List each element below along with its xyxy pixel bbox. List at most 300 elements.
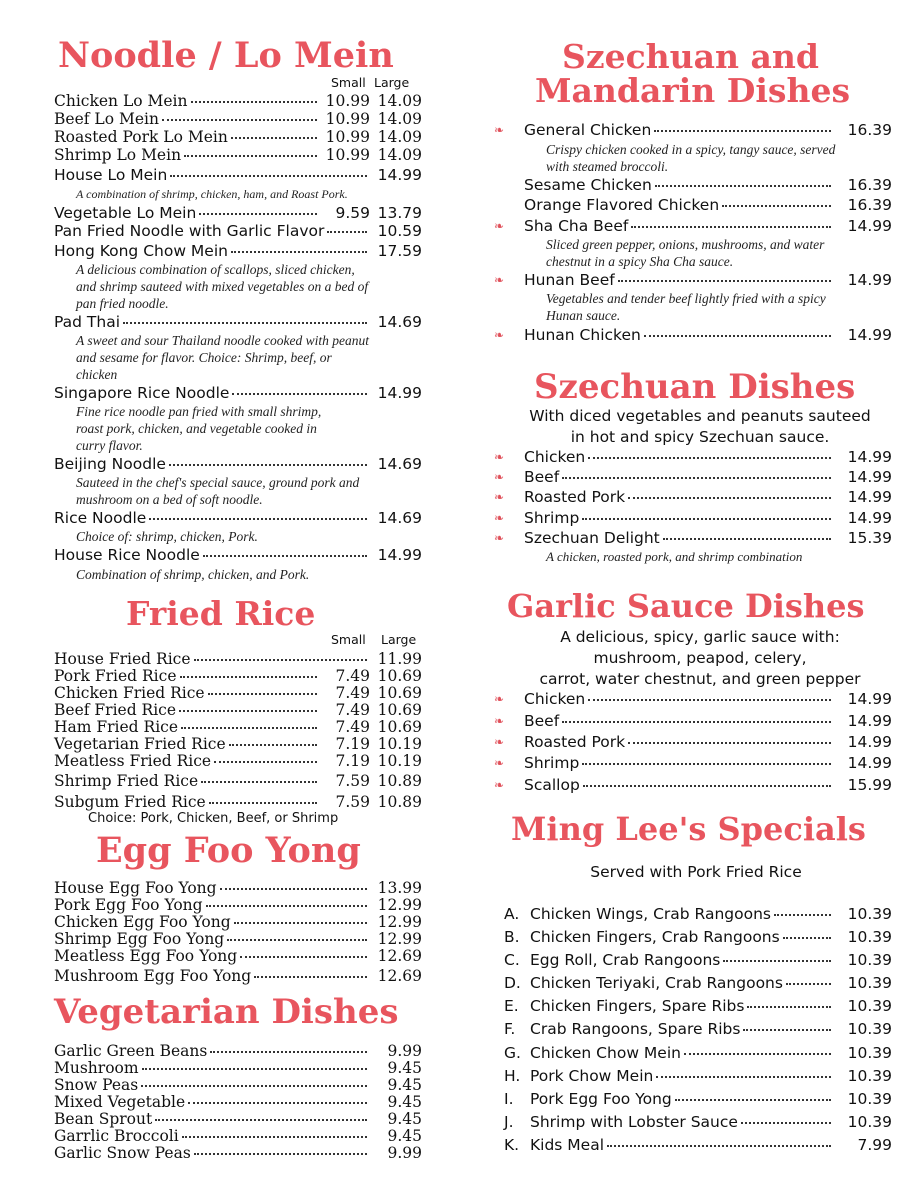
price-small: 9.59 — [335, 204, 370, 222]
price: 12.69 — [377, 967, 422, 985]
price: 9.45 — [387, 1093, 422, 1111]
item-name: Ham Fried Rice — [54, 718, 179, 736]
item-name: Pork Egg Foo Yong — [530, 1090, 672, 1108]
item-name: Shrimp Fried Rice — [54, 772, 199, 790]
special-item — [504, 1067, 892, 1085]
menu-item — [54, 684, 422, 702]
szechuan-subtitle — [500, 406, 900, 448]
item-name: Bean Sprout — [54, 1110, 153, 1128]
item-name: Scallop — [524, 776, 580, 794]
price: 10.39 — [847, 905, 892, 923]
section-title-egg-foo-yong: Egg Foo Yong — [96, 830, 361, 871]
price: 9.45 — [387, 1127, 422, 1145]
price: 14.09 — [377, 110, 422, 128]
item-name: Pork Egg Foo Yong — [54, 896, 203, 914]
menu-item — [54, 546, 422, 564]
item-description: A sweet and sour Thailand noodle cooked with peanut and sesame for flavor. Choice: Shrimp, beef, or chicken — [76, 333, 369, 382]
dot-leader — [227, 939, 367, 941]
price: 9.99 — [387, 1042, 422, 1060]
menu-item — [54, 509, 422, 527]
item-name: Chicken — [524, 448, 586, 466]
spicy-icon: ❧ — [494, 756, 505, 770]
subtitle-line: in hot and spicy Szechuan sauce. — [570, 428, 830, 446]
price-small: 7.19 — [335, 752, 370, 770]
menu-item — [524, 326, 892, 344]
item-description: Fine rice noodle pan fried with small shrimp, roast pork, chicken, and vegetable cooked in curry flavor. — [76, 404, 322, 453]
item-description: Combination of shrimp, chicken, and Pork. — [76, 567, 310, 582]
dot-leader — [562, 477, 831, 479]
price: 10.39 — [847, 1020, 892, 1038]
price: 13.99 — [377, 879, 422, 897]
price: 14.09 — [377, 128, 422, 146]
price: 14.69 — [377, 509, 422, 527]
item-name: Hong Kong Chow Mein — [54, 242, 228, 260]
item-name: Chicken — [524, 690, 586, 708]
item-letter: A. — [504, 905, 520, 923]
subtitle-line: With diced vegetables and peanuts sauteed — [529, 407, 871, 425]
dot-leader — [191, 101, 318, 103]
dot-leader — [188, 1102, 367, 1104]
dot-leader — [214, 761, 317, 763]
item-name: Mushroom — [54, 1059, 139, 1077]
menu-item — [54, 930, 422, 948]
price-small: 10.99 — [325, 146, 370, 164]
spicy-icon: ❧ — [494, 219, 505, 233]
menu-item — [524, 754, 892, 772]
dot-leader — [142, 1068, 367, 1070]
section-title-mandarin-line1: Szechuan and — [562, 37, 819, 76]
section-title-szechuan: Szechuan Dishes — [534, 367, 856, 407]
menu-item — [524, 468, 892, 486]
menu-item — [54, 384, 422, 402]
item-name: Sesame Chicken — [524, 176, 652, 194]
price: 14.99 — [847, 712, 892, 730]
item-name: Rice Noodle — [54, 509, 147, 527]
item-description: A delicious combination of scallops, sliced chicken, and shrimp sauteed with mixed vegetables on a bed of pan fried noodle. — [76, 262, 369, 311]
menu-item — [54, 204, 422, 222]
dot-leader — [206, 905, 367, 907]
dot-leader — [743, 1029, 831, 1031]
dot-leader — [607, 1145, 831, 1147]
item-name: Garrlic Broccoli — [54, 1127, 179, 1145]
price: 12.69 — [377, 947, 422, 965]
special-item — [504, 905, 892, 923]
item-name: Pork Chow Mein — [530, 1067, 654, 1085]
dot-leader — [631, 226, 831, 228]
item-name: Garlic Green Beans — [54, 1042, 208, 1060]
specials-subtitle: Served with Pork Fried Rice — [590, 863, 802, 881]
dot-leader — [170, 175, 367, 177]
special-item — [504, 1090, 892, 1108]
dot-leader — [232, 393, 367, 395]
dot-leader — [655, 185, 831, 187]
spicy-icon: ❧ — [494, 450, 505, 464]
item-name: Hunan Beef — [524, 271, 615, 289]
item-name: Roasted Pork — [524, 488, 626, 506]
price-small: 7.49 — [335, 667, 370, 685]
price: 12.99 — [377, 913, 422, 931]
menu-item — [54, 110, 422, 128]
menu-item — [54, 166, 422, 184]
price: 14.99 — [847, 488, 892, 506]
menu-item — [54, 667, 422, 685]
item-name: Shrimp Lo Mein — [54, 146, 182, 164]
item-name: House Rice Noodle — [54, 546, 200, 564]
menu-item — [54, 896, 422, 914]
menu-item — [54, 718, 422, 736]
menu-item — [524, 271, 892, 289]
price: 12.99 — [377, 896, 422, 914]
price: 14.09 — [377, 92, 422, 110]
item-name: Beef Lo Mein — [54, 110, 159, 128]
section-title-mandarin-line2: Mandarin Dishes — [535, 71, 851, 110]
item-letter: D. — [504, 974, 521, 992]
menu-item — [54, 967, 422, 985]
dot-leader — [240, 956, 367, 958]
menu-item — [524, 121, 892, 139]
item-name: Beef Fried Rice — [54, 701, 177, 719]
price: 17.59 — [377, 242, 422, 260]
price: 14.99 — [847, 326, 892, 344]
item-name: House Lo Mein — [54, 166, 168, 184]
item-name: Vegetarian Fried Rice — [54, 735, 226, 753]
menu-item — [54, 222, 422, 240]
dot-leader — [656, 1076, 831, 1078]
section-title-fried-rice: Fried Rice — [126, 594, 316, 633]
price-small: 7.59 — [335, 793, 370, 811]
dot-leader — [644, 335, 831, 337]
menu-item — [524, 529, 892, 547]
special-item — [504, 951, 892, 969]
item-name: Chicken Fingers, Crab Rangoons — [530, 928, 780, 946]
price-small: 10.99 — [325, 92, 370, 110]
item-name: Sha Cha Beef — [524, 217, 629, 235]
price: 14.99 — [377, 384, 422, 402]
item-name: Singapore Rice Noodle — [54, 384, 230, 402]
item-description: Vegetables and tender beef lightly fried with a spicy Hunan sauce. — [546, 291, 826, 323]
dot-leader — [723, 960, 831, 962]
item-letter: F. — [504, 1020, 516, 1038]
price: 10.19 — [377, 735, 422, 753]
price: 16.39 — [847, 176, 892, 194]
price: 14.99 — [377, 166, 422, 184]
price: 10.39 — [847, 974, 892, 992]
special-item — [504, 997, 892, 1015]
item-name: Pork Fried Rice — [54, 667, 177, 685]
item-description: Crispy chicken cooked in a spicy, tangy sauce, served with steamed broccoli. — [546, 142, 836, 174]
price: 9.45 — [387, 1110, 422, 1128]
price: 10.19 — [377, 752, 422, 770]
dot-leader — [582, 518, 831, 520]
menu-item — [54, 1076, 422, 1094]
item-description: Sauteed in the chef's special sauce, ground pork and mushroom on a bed of soft noodle. — [76, 475, 360, 507]
item-name: Shrimp — [524, 754, 580, 772]
fried-rice-note: Choice: Pork, Chicken, Beef, or Shrimp — [88, 811, 339, 826]
item-description: Sliced green pepper, onions, mushrooms, and water chestnut in a spicy Sha Cha sauce. — [546, 237, 825, 269]
dot-leader — [199, 213, 317, 215]
menu-item — [54, 793, 422, 811]
price: 10.39 — [847, 928, 892, 946]
price: 10.69 — [377, 684, 422, 702]
dot-leader — [582, 763, 831, 765]
item-name: Beef — [524, 712, 560, 730]
price: 14.99 — [847, 448, 892, 466]
dot-leader — [628, 742, 831, 744]
menu-item — [54, 242, 422, 260]
item-name: Pad Thai — [54, 313, 121, 331]
spicy-icon: ❧ — [494, 714, 505, 728]
price: 10.69 — [377, 718, 422, 736]
price: 13.79 — [377, 204, 422, 222]
dot-leader — [203, 555, 367, 557]
item-name: House Egg Foo Yong — [54, 879, 217, 897]
price: 14.99 — [847, 468, 892, 486]
item-name: Shrimp with Lobster Sauce — [530, 1113, 738, 1131]
item-description: Choice of: shrimp, chicken, Pork. — [76, 529, 258, 544]
price: 10.69 — [377, 701, 422, 719]
dot-leader — [179, 710, 317, 712]
price: 10.39 — [847, 997, 892, 1015]
dot-leader — [231, 251, 367, 253]
item-letter: K. — [504, 1136, 520, 1154]
dot-leader — [234, 922, 367, 924]
dot-leader — [208, 693, 317, 695]
price: 14.99 — [847, 271, 892, 289]
item-name: Hunan Chicken — [524, 326, 641, 344]
menu-item — [524, 196, 892, 214]
menu-item — [54, 735, 422, 753]
price: 14.99 — [847, 754, 892, 772]
menu-item — [54, 650, 422, 668]
item-name: Orange Flavored Chicken — [524, 196, 720, 214]
large-header: Large — [374, 75, 410, 90]
special-item — [504, 1044, 892, 1062]
price: 14.99 — [847, 733, 892, 751]
dot-leader — [675, 1099, 831, 1101]
price: 14.09 — [377, 146, 422, 164]
item-name: Roasted Pork — [524, 733, 626, 751]
price: 11.99 — [377, 650, 422, 668]
dot-leader — [786, 983, 831, 985]
menu-item — [54, 92, 422, 110]
item-name: Meatless Egg Foo Yong — [54, 947, 238, 965]
item-letter: B. — [504, 928, 520, 946]
price: 9.45 — [387, 1059, 422, 1077]
menu-item — [524, 690, 892, 708]
item-name: Shrimp Egg Foo Yong — [54, 930, 225, 948]
price: 10.89 — [377, 793, 422, 811]
price-small: 7.49 — [335, 684, 370, 702]
item-name: Egg Roll, Crab Rangoons — [530, 951, 721, 969]
item-name: Roasted Pork Lo Mein — [54, 128, 228, 146]
dot-leader — [155, 1119, 367, 1121]
subtitle-line: mushroom, peapod, celery, — [593, 649, 807, 667]
dot-leader — [663, 538, 831, 540]
garlic-subtitle — [500, 627, 900, 690]
item-description: A chicken, roasted pork, and shrimp combination — [546, 549, 803, 564]
item-name: Szechuan Delight — [524, 529, 660, 547]
spicy-icon: ❧ — [494, 328, 505, 342]
section-title-specials: Ming Lee's Specials — [511, 810, 866, 848]
item-name: Chicken Lo Mein — [54, 92, 188, 110]
item-name: Vegetable Lo Mein — [54, 204, 197, 222]
price: 14.99 — [377, 546, 422, 564]
menu-item — [54, 1127, 422, 1145]
dot-leader — [184, 155, 317, 157]
menu-item — [54, 947, 422, 965]
price: 10.39 — [847, 1090, 892, 1108]
spicy-icon: ❧ — [494, 511, 505, 525]
menu-item — [54, 879, 422, 897]
special-item — [504, 1113, 892, 1131]
item-name: Chicken Wings, Crab Rangoons — [530, 905, 771, 923]
item-letter: I. — [504, 1090, 514, 1108]
price: 10.39 — [847, 1044, 892, 1062]
menu-item — [54, 752, 422, 770]
dot-leader — [162, 119, 317, 121]
price-small: 7.49 — [335, 718, 370, 736]
price: 14.99 — [847, 217, 892, 235]
special-item — [504, 1136, 892, 1154]
dot-leader — [169, 464, 367, 466]
price: 10.89 — [377, 772, 422, 790]
dot-leader — [123, 322, 367, 324]
price-small: 7.19 — [335, 735, 370, 753]
dot-leader — [254, 976, 367, 978]
price-small: 7.49 — [335, 701, 370, 719]
dot-leader — [722, 205, 831, 207]
menu-item — [54, 1093, 422, 1111]
item-name: Beef — [524, 468, 560, 486]
item-name: Chicken Egg Foo Yong — [54, 913, 231, 931]
dot-leader — [180, 676, 318, 678]
dot-leader — [210, 1051, 367, 1053]
dot-leader — [684, 1053, 831, 1055]
dot-leader — [588, 699, 831, 701]
dot-leader — [783, 937, 831, 939]
price: 10.39 — [847, 951, 892, 969]
item-name: Shrimp — [524, 509, 580, 527]
dot-leader — [583, 785, 831, 787]
special-item — [504, 1020, 892, 1038]
spicy-icon: ❧ — [494, 123, 505, 137]
spicy-icon: ❧ — [494, 735, 505, 749]
item-name: Mushroom Egg Foo Yong — [54, 967, 252, 985]
menu-item — [54, 772, 422, 790]
menu-item — [524, 776, 892, 794]
dot-leader — [628, 497, 831, 499]
menu-item — [524, 733, 892, 751]
price: 14.99 — [847, 690, 892, 708]
menu-item — [54, 1144, 422, 1162]
menu-item — [54, 1110, 422, 1128]
dot-leader — [182, 1136, 367, 1138]
menu-item — [54, 146, 422, 164]
price: 10.69 — [377, 667, 422, 685]
spicy-icon: ❧ — [494, 778, 505, 792]
item-name: General Chicken — [524, 121, 652, 139]
menu-item — [54, 913, 422, 931]
dot-leader — [327, 231, 367, 233]
dot-leader — [220, 888, 367, 890]
item-name: Beijing Noodle — [54, 455, 166, 473]
menu-item — [524, 509, 892, 527]
price: 14.99 — [847, 509, 892, 527]
menu-item — [524, 448, 892, 466]
price: 9.45 — [387, 1076, 422, 1094]
menu-item — [54, 1042, 422, 1060]
item-name: Chicken Chow Mein — [530, 1044, 681, 1062]
item-name: Garlic Snow Peas — [54, 1144, 191, 1162]
item-name: Crab Rangoons, Spare Ribs — [530, 1020, 741, 1038]
item-letter: H. — [504, 1067, 521, 1085]
dot-leader — [654, 130, 831, 132]
item-name: Pan Fried Noodle with Garlic Flavor — [54, 222, 325, 240]
item-name: Chicken Fingers, Spare Ribs — [530, 997, 745, 1015]
price: 10.39 — [847, 1067, 892, 1085]
section-title-garlic: Garlic Sauce Dishes — [507, 587, 865, 625]
dot-leader — [209, 802, 317, 804]
price: 10.39 — [847, 1113, 892, 1131]
price: 10.59 — [377, 222, 422, 240]
dot-leader — [141, 1085, 367, 1087]
dot-leader — [562, 721, 831, 723]
menu-item — [524, 488, 892, 506]
subtitle-line: A delicious, spicy, garlic sauce with: — [560, 628, 840, 646]
spicy-icon: ❧ — [494, 692, 505, 706]
price: 9.99 — [387, 1144, 422, 1162]
menu-item — [524, 176, 892, 194]
item-name: Subgum Fried Rice — [54, 793, 206, 811]
section-title-vegetarian: Vegetarian Dishes — [54, 992, 399, 1032]
spicy-icon: ❧ — [494, 490, 505, 504]
menu-item — [54, 455, 422, 473]
dot-leader — [774, 914, 831, 916]
price-small: 7.59 — [335, 772, 370, 790]
dot-leader — [194, 1153, 367, 1155]
item-letter: C. — [504, 951, 520, 969]
price: 7.99 — [857, 1136, 892, 1154]
menu-item — [54, 701, 422, 719]
price: 14.69 — [377, 313, 422, 331]
menu-item — [54, 313, 422, 331]
price: 16.39 — [847, 121, 892, 139]
item-name: Chicken Fried Rice — [54, 684, 205, 702]
item-name: House Fried Rice — [54, 650, 191, 668]
item-letter: G. — [504, 1044, 521, 1062]
price: 12.99 — [377, 930, 422, 948]
price-small: 10.99 — [325, 110, 370, 128]
item-name: Snow Peas — [54, 1076, 139, 1094]
small-header: Small — [331, 632, 366, 647]
spicy-icon: ❧ — [494, 531, 505, 545]
small-header: Small — [331, 75, 366, 90]
price: 14.69 — [377, 455, 422, 473]
subtitle-line: carrot, water chestnut, and green pepper — [539, 670, 861, 688]
item-letter: J. — [504, 1113, 514, 1131]
special-item — [504, 974, 892, 992]
dot-leader — [741, 1122, 831, 1124]
item-letter: E. — [504, 997, 519, 1015]
dot-leader — [229, 744, 317, 746]
spicy-icon: ❧ — [494, 273, 505, 287]
price: 16.39 — [847, 196, 892, 214]
dot-leader — [181, 727, 317, 729]
special-item — [504, 928, 892, 946]
item-name: Kids Meal — [530, 1136, 605, 1154]
price: 15.39 — [847, 529, 892, 547]
item-name: Chicken Teriyaki, Crab Rangoons — [530, 974, 783, 992]
